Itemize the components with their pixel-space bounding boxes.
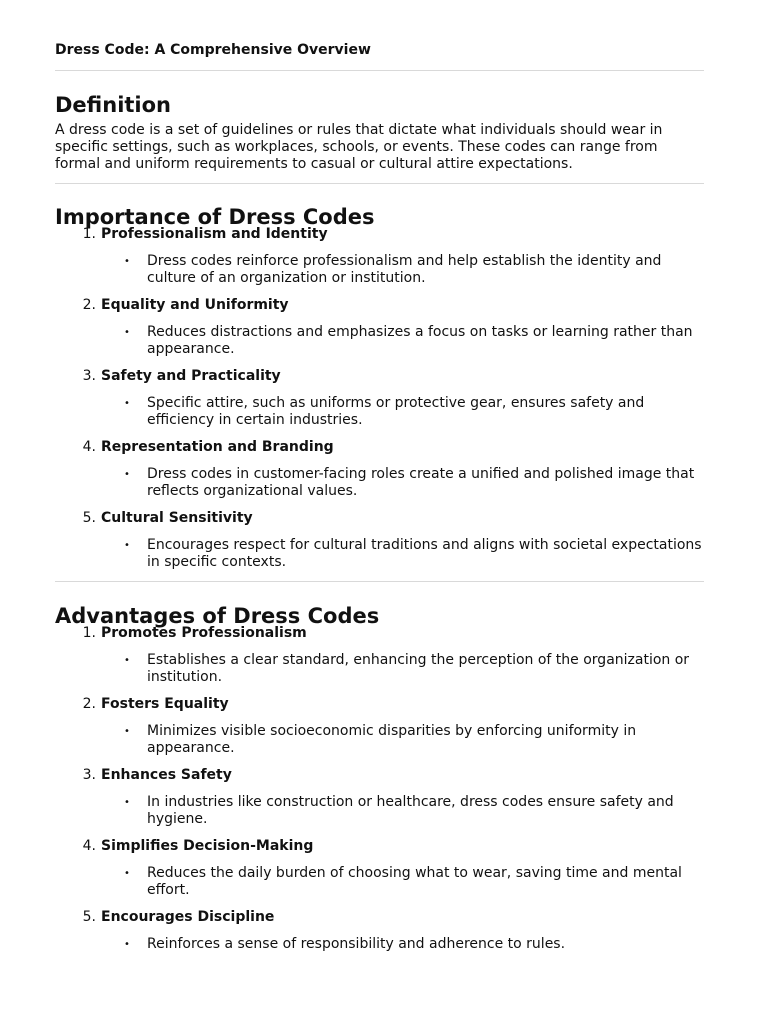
definition-section: [55, 93, 704, 173]
bullet-list: [101, 253, 704, 287]
bullet-icon: •: [124, 327, 130, 338]
item-number: 5.: [82, 909, 96, 925]
bullet-item: [101, 466, 704, 500]
item-number: 3.: [82, 767, 96, 783]
bullet-icon: •: [124, 469, 130, 480]
bullet-text: Reinforces a sense of responsibility and adherence to rules.: [147, 936, 566, 952]
importance-item: [55, 226, 704, 287]
item-title: Encourages Discipline: [101, 909, 275, 925]
bullet-icon: •: [124, 797, 130, 808]
bullet-item: [101, 324, 704, 358]
importance-item: [55, 297, 704, 358]
bullet-item: [101, 865, 704, 899]
advantage-item: [55, 767, 704, 828]
item-number: 1.: [82, 226, 96, 242]
bullet-item: [101, 723, 704, 757]
importance-list: [55, 226, 704, 571]
bullet-list: [101, 723, 704, 757]
bullet-icon: •: [124, 540, 130, 551]
bullet-item: [101, 253, 704, 287]
bullet-icon: •: [124, 868, 130, 879]
item-title: Representation and Branding: [101, 439, 334, 455]
bullet-icon: •: [124, 655, 130, 666]
importance-item: [55, 510, 704, 571]
definition-heading: Definition: [55, 93, 172, 117]
advantages-section: [55, 604, 704, 953]
bullet-text: Dress codes reinforce professionalism and help establish the identity and culture of an organization or institution.: [147, 253, 662, 286]
bullet-list: [101, 537, 704, 571]
bullet-text: Minimizes visible socioeconomic disparities by enforcing uniformity in appearance.: [147, 723, 637, 756]
advantage-item: [55, 909, 704, 953]
bullet-list: [101, 865, 704, 899]
bullet-icon: •: [124, 726, 130, 737]
bullet-item: [101, 652, 704, 686]
advantage-item: [55, 838, 704, 899]
bullet-list: [101, 794, 704, 828]
importance-section: [55, 205, 704, 571]
importance-item: [55, 368, 704, 429]
item-title: Simplifies Decision-Making: [101, 838, 314, 854]
divider: [55, 70, 704, 71]
item-number: 3.: [82, 368, 96, 384]
item-title: Promotes Professionalism: [101, 625, 307, 641]
item-number: 5.: [82, 510, 96, 526]
bullet-list: [101, 324, 704, 358]
item-number: 4.: [82, 838, 96, 854]
bullet-text: Encourages respect for cultural traditions and aligns with societal expectations in specific contexts.: [147, 537, 702, 570]
advantages-list: [55, 625, 704, 953]
definition-text: A dress code is a set of guidelines or rules that dictate what individuals should wear in specific settings, such as workplaces, schools, or events. These codes can range from formal and uniform requirements to casual or cultural attire expectations.: [55, 122, 663, 172]
bullet-item: [101, 936, 704, 953]
item-title: Enhances Safety: [101, 767, 232, 783]
bullet-icon: •: [124, 256, 130, 267]
bullet-text: Specific attire, such as uniforms or protective gear, ensures safety and efficiency in certain industries.: [147, 395, 645, 428]
item-title: Professionalism and Identity: [101, 226, 328, 242]
bullet-list: [101, 652, 704, 686]
bullet-icon: •: [124, 939, 130, 950]
item-title: Fosters Equality: [101, 696, 229, 712]
item-number: 2.: [82, 297, 96, 313]
bullet-item: [101, 794, 704, 828]
bullet-text: Establishes a clear standard, enhancing the perception of the organization or institution.: [147, 652, 690, 685]
item-title: Equality and Uniformity: [101, 297, 289, 313]
item-title: Safety and Practicality: [101, 368, 281, 384]
document-title: Dress Code: A Comprehensive Overview: [55, 42, 371, 58]
item-number: 1.: [82, 625, 96, 641]
divider: [55, 183, 704, 184]
item-number: 4.: [82, 439, 96, 455]
document-body: [55, 42, 704, 953]
bullet-item: [101, 537, 704, 571]
bullet-text: Reduces distractions and emphasizes a focus on tasks or learning rather than appearance.: [147, 324, 693, 357]
bullet-icon: •: [124, 398, 130, 409]
importance-item: [55, 439, 704, 500]
advantages-heading: Advantages of Dress Codes: [55, 604, 380, 628]
bullet-text: Dress codes in customer-facing roles create a unified and polished image that reflects organizational values.: [147, 466, 695, 499]
advantage-item: [55, 625, 704, 686]
bullet-text: In industries like construction or healthcare, dress codes ensure safety and hygiene.: [147, 794, 674, 827]
importance-heading: Importance of Dress Codes: [55, 205, 375, 229]
bullet-item: [101, 395, 704, 429]
bullet-list: [101, 395, 704, 429]
divider: [55, 581, 704, 582]
item-number: 2.: [82, 696, 96, 712]
bullet-list: [101, 936, 704, 953]
item-title: Cultural Sensitivity: [101, 510, 253, 526]
bullet-text: Reduces the daily burden of choosing what to wear, saving time and mental effort.: [147, 865, 682, 898]
advantage-item: [55, 696, 704, 757]
bullet-list: [101, 466, 704, 500]
